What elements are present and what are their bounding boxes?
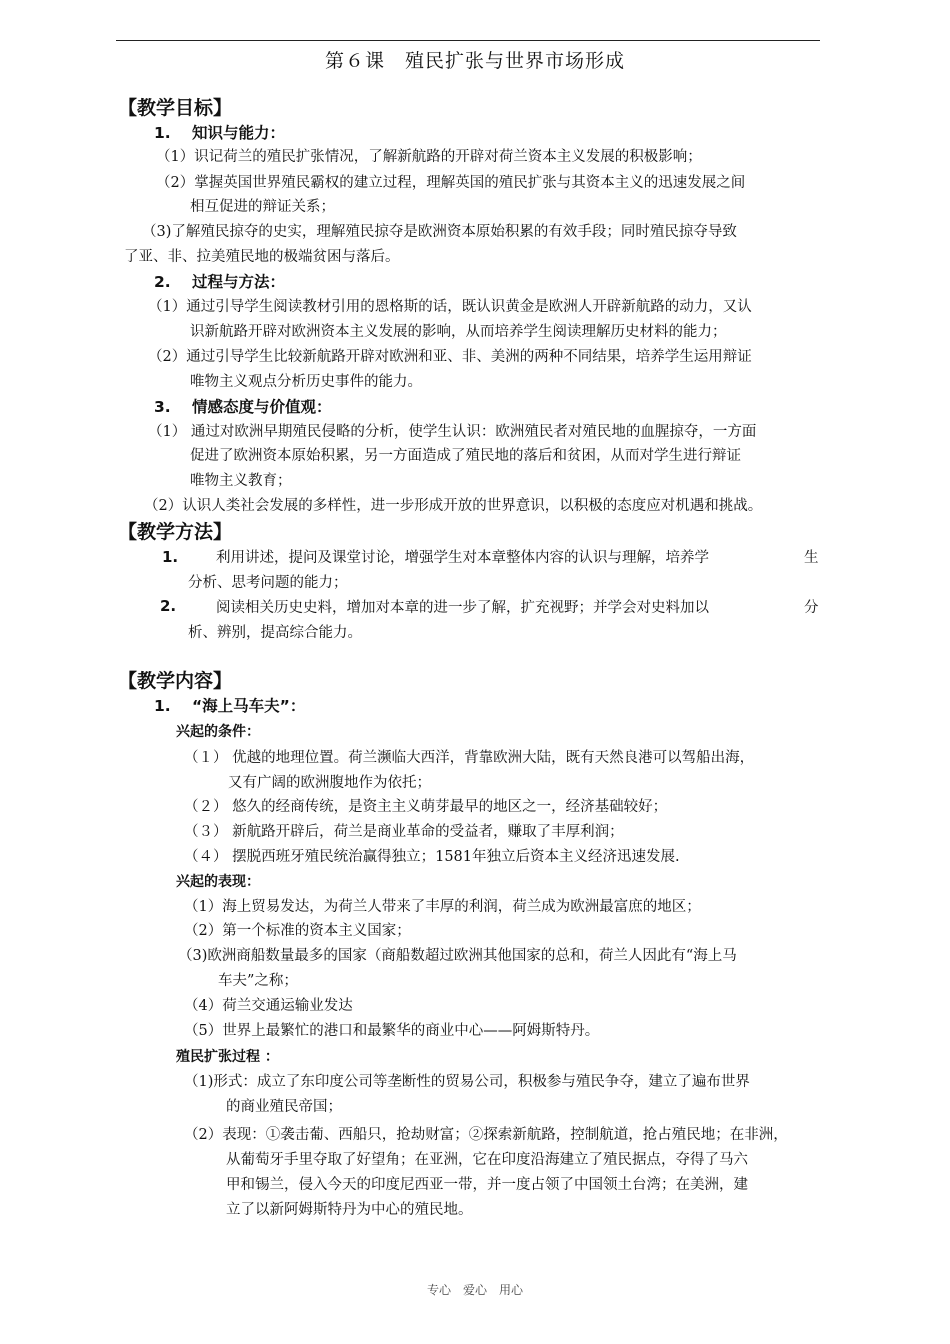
heading-expansion-process: 殖民扩张过程 ： <box>176 1049 279 1065</box>
section-heading-goals: 【教学目标】 <box>118 97 233 119</box>
text-line: （2）通过引导学生比较新航路开辟对欧洲和亚、非、美洲的两种不同结果，培养学生运用辩证 <box>148 349 752 365</box>
text-line: 生 <box>804 550 819 566</box>
text-line: 利用讲述，提问及课堂讨论，增强学生对本章整体内容的认识与理解，培养学 <box>216 550 709 566</box>
text-line: 分析、思考问题的能力； <box>188 575 348 591</box>
text-line: 甲和锡兰，侵入今天的印度尼西亚一带，并一度占领了中国领土台湾；在美洲，建 <box>226 1177 748 1193</box>
text-line: （３） 新航路开辟后，荷兰是商业革命的受益者，赚取了丰厚利润； <box>184 824 624 840</box>
method-number: 2. <box>160 597 177 615</box>
subheading-attitude <box>154 396 332 418</box>
subheading-label: 知识与能力： <box>192 124 286 142</box>
text-line: 的商业殖民帝国； <box>226 1099 342 1115</box>
subheading-process <box>154 271 285 293</box>
text-line: （3)欧洲商船数量最多的国家（商船数超过欧洲其他国家的总和，荷兰人因此有“海上马 <box>178 948 737 964</box>
text-line: 识新航路开辟对欧洲资本主义发展的影响，从而培养学生阅读理解历史材料的能力； <box>190 324 727 340</box>
subheading-knowledge <box>154 122 285 144</box>
text-line: （1）识记荷兰的殖民扩张情况，了解新航路的开辟对荷兰资本主义发展的积极影响； <box>156 149 702 165</box>
text-line: （5）世界上最繁忙的港口和最繁华的商业中心——阿姆斯特丹。 <box>184 1023 600 1039</box>
subheading-number: 1. <box>154 697 171 715</box>
page-footer: 专心 爱心 用心 <box>426 1283 523 1297</box>
page-title: 第６课 殖民扩张与世界市场形成 <box>324 50 625 72</box>
header-rule <box>116 40 820 41</box>
heading-rise-conditions: 兴起的条件： <box>176 724 260 740</box>
text-line: （3)了解殖民掠夺的史实，理解殖民掠夺是欧洲资本原始积累的有效手段；同时殖民掠夺导致 <box>142 224 737 240</box>
text-line: 分 <box>804 600 819 616</box>
subheading-number: 2. <box>154 273 171 291</box>
text-line: 又有广阔的欧洲腹地作为依托； <box>228 775 431 791</box>
text-line: 唯物主义教育； <box>190 473 292 489</box>
text-line: 唯物主义观点分析历史事件的能力。 <box>190 374 422 390</box>
subheading-label: 情感态度与价值观： <box>192 398 332 416</box>
text-line: 车夫”之称； <box>218 973 298 989</box>
heading-rise-performance: 兴起的表现： <box>176 874 260 890</box>
text-line: （１） 优越的地理位置。荷兰濒临大西洋，背靠欧洲大陆，既有天然良港可以驾船出海， <box>184 750 755 766</box>
method-number: 1. <box>162 548 179 566</box>
section-heading-methods: 【教学方法】 <box>118 521 233 543</box>
text-line: （1）通过引导学生阅读教材引用的恩格斯的话，既认识黄金是欧洲人开辟新航路的动力，又认 <box>148 299 752 315</box>
subheading-label: “海上马车夫”： <box>192 697 306 715</box>
text-line: （2）第一个标准的资本主义国家； <box>184 923 411 939</box>
text-line: 立了以新阿姆斯特丹为中心的殖民地。 <box>226 1202 473 1218</box>
subheading-number: 1. <box>154 124 171 142</box>
text-line: （２） 悠久的经商传统，是资主主义萌芽最早的地区之一，经济基础较好； <box>184 799 668 815</box>
subheading-label: 过程与方法： <box>192 273 286 291</box>
text-line: （1）海上贸易发达，为荷兰人带来了丰厚的利润，荷兰成为欧洲最富庶的地区； <box>184 899 701 915</box>
text-line: （2）表现：①袭击葡、西船只，抢劫财富；②探索新航路，控制航道，抢占殖民地；在非洲， <box>184 1127 788 1143</box>
text-line: （2）认识人类社会发展的多样性，进一步形成开放的世界意识，以积极的态度应对机遇和挑战。 <box>144 498 763 514</box>
text-line: （2）掌握英国世界殖民霸权的建立过程，理解英国的殖民扩张与其资本主义的迅速发展之间 <box>156 175 746 191</box>
subheading-number: 3. <box>154 398 171 416</box>
section-heading-content: 【教学内容】 <box>118 670 233 692</box>
text-line: （1)形式：成立了东印度公司等垄断性的贸易公司，积极参与殖民争夺，建立了遍布世界 <box>184 1074 750 1090</box>
text-line: 析、辨别，提高综合能力。 <box>188 625 362 641</box>
text-line: （４） 摆脱西班牙殖民统治赢得独立；1581年独立后资本主义经济迅速发展. <box>184 849 680 865</box>
text-line: 阅读相关历史史料，增加对本章的进一步了解，扩充视野；并学会对史料加以 <box>216 600 709 616</box>
text-line: （4）荷兰交通运输业发达 <box>184 998 353 1014</box>
text-line: 从葡萄牙手里夺取了好望角；在亚洲，它在印度沿海建立了殖民据点，夺得了马六 <box>226 1152 748 1168</box>
subheading-sea-coachman <box>154 695 305 717</box>
text-line: 相互促进的辩证关系； <box>190 199 335 215</box>
text-line: （1） 通过对欧洲早期殖民侵略的分析，使学生认识：欧洲殖民者对殖民地的血腥掠夺，一方面 <box>148 424 757 440</box>
text-line: 促进了欧洲资本原始积累，另一方面造成了殖民地的落后和贫困，从而对学生进行辩证 <box>190 448 741 464</box>
text-line: 了亚、非、拉美殖民地的极端贫困与落后。 <box>124 249 400 265</box>
